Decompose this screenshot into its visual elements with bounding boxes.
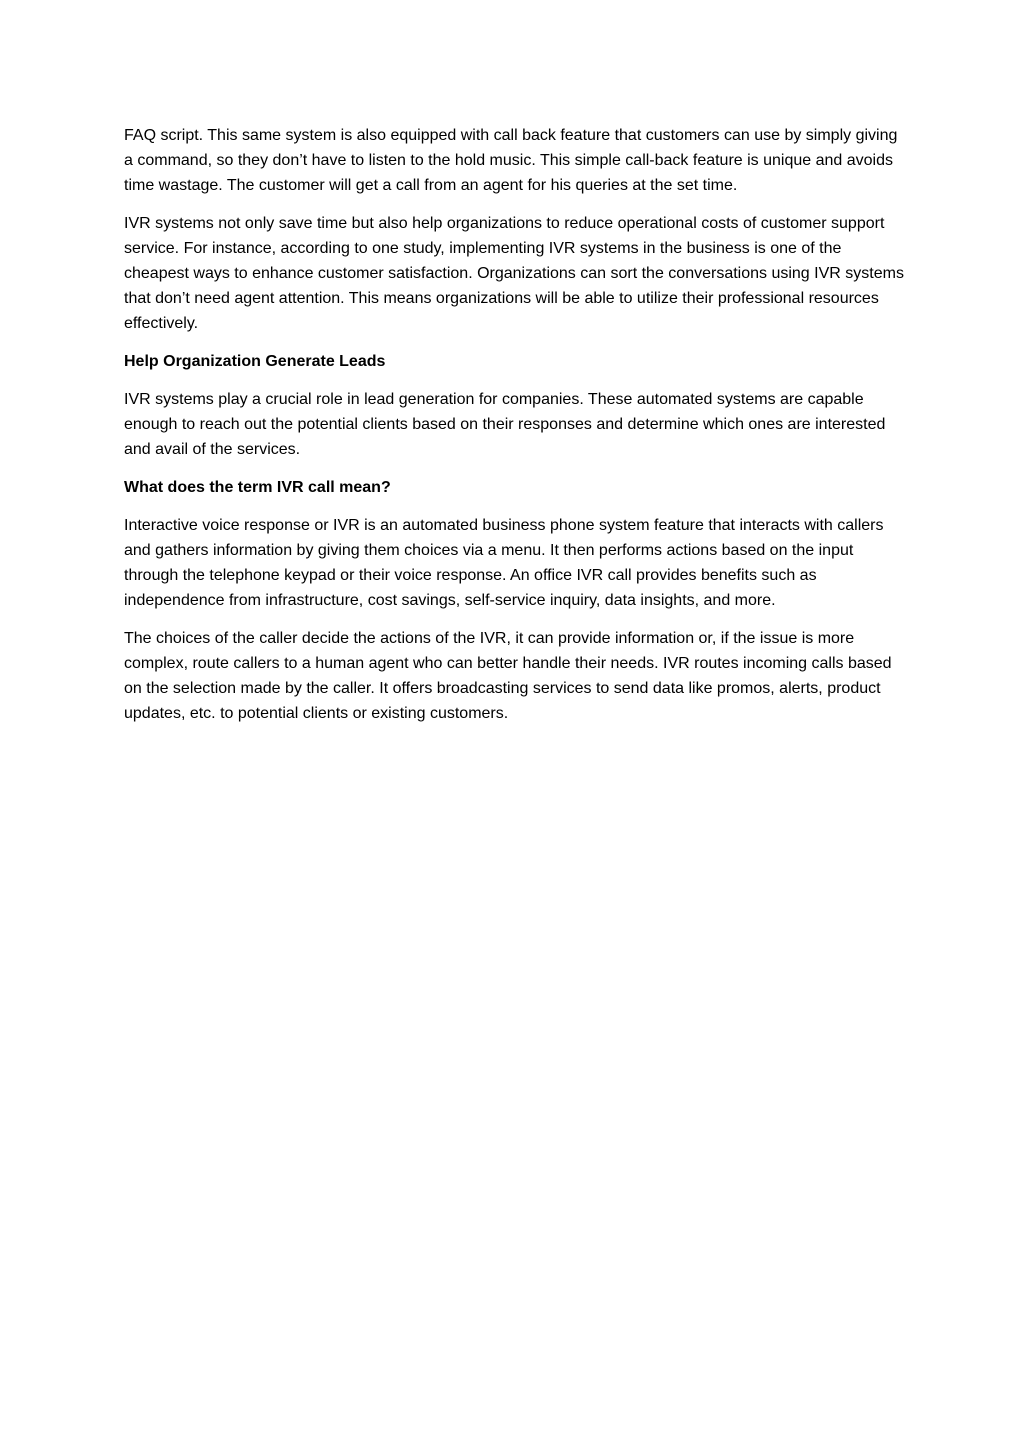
paragraph-lead-generation: IVR systems play a crucial role in lead generation for companies. These automated systems are capable enough to reach out the potential clients based on their responses and determine which ones are interested and avail of the services. [124,391,886,458]
paragraph-operational-costs: IVR systems not only save time but also help organizations to reduce operational costs of customer support service. For instance, according to one study, implementing IVR systems in the business is one of the cheapest ways to enhance customer satisfaction. Organizations can sort the conversations using IVR systems that don’t need agent attention. This means organizations will be able to utilize their professional resources effectively. [124,215,904,332]
paragraph-caller-choices: The choices of the caller decide the actions of the IVR, it can provide information or, if the issue is more complex, route callers to a human agent who can better handle their needs. IVR routes incoming calls based on the selection made by the caller. It offers broadcasting services to send data like promos, alerts, product updates, etc. to potential clients or existing customers. [124,630,892,722]
heading-ivr-call-meaning: What does the term IVR call mean? [124,479,391,496]
heading-generate-leads: Help Organization Generate Leads [124,353,386,370]
paragraph-callback-feature: FAQ script. This same system is also equipped with call back feature that customers can use by simply giving a command, so they don’t have to listen to the hold music. This simple call-back feature is unique and avoids time wastage. The customer will get a call from an agent for his queries at the set time. [124,127,898,194]
paragraph-ivr-definition: Interactive voice response or IVR is an automated business phone system feature that interacts with callers and gathers information by giving them choices via a menu. It then performs actions based on the input through the telephone keypad or their voice response. An office IVR call provides benefits such as independence from infrastructure, cost savings, self-service inquiry, data insights, and more. [124,517,884,609]
document-body [124,123,904,739]
